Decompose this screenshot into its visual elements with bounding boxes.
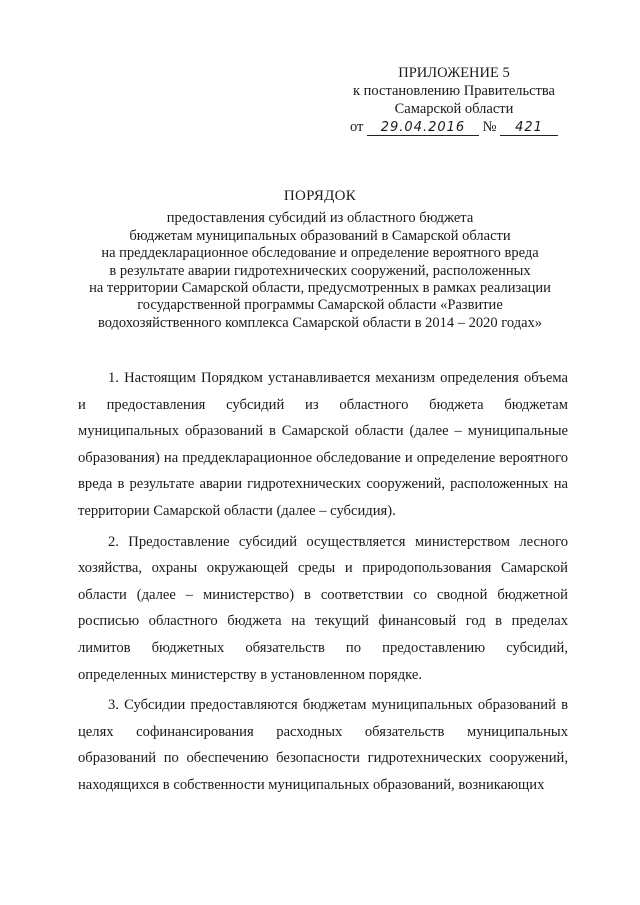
title-line: бюджетам муниципальных образований в Самарской области	[129, 227, 511, 244]
paragraph-3: 3. Субсидии предоставляются бюджетам муниципальных образований в целях софинансирования расходных обязательств муниципальных образований по обеспечению безопасности гидротехнических сооружений, находящихся в собственности муниципальных образований, возникающих	[78, 697, 568, 793]
handwritten-number: 421	[500, 120, 558, 136]
title-heading: ПОРЯДОК	[283, 188, 357, 204]
handwritten-date: 29.04.2016	[367, 120, 479, 136]
appendix-number: ПРИЛОЖЕНИЕ 5	[398, 65, 510, 81]
appendix-header	[340, 64, 568, 136]
document-title	[60, 188, 580, 332]
paragraph-1: 1. Настоящим Порядком устанавливается механизм определения объема и предоставления субсидий из областного бюджета бюджетам муниципальных образований в Самарской области (далее – муниципальные образования) на преддекларационное обследование и определение вероятного вреда в результате аварии гидротехнических сооружений, расположенных на территории Самарской области (далее – субсидия).	[78, 370, 568, 519]
from-label: от	[349, 119, 364, 135]
title-line: на преддекларационное обследование и определение вероятного вреда	[101, 245, 539, 262]
document-body	[78, 365, 568, 799]
number-label: №	[482, 119, 497, 135]
title-line: предоставления субсидий из областного бюджета	[166, 210, 474, 227]
title-line: в результате аварии гидротехнических сооружений, расположенных	[109, 262, 531, 279]
title-line: государственной программы Самарской области «Развитие	[137, 297, 503, 314]
appendix-region: Самарской области	[394, 101, 514, 117]
paragraph-2: 2. Предоставление субсидий осуществляется министерством лесного хозяйства, охраны окружающей среды и природопользования Самарской области (далее – министерство) в соответствии со сводной бюджетной росписью областного бюджета на текущий финансовый год в пределах лимитов бюджетных обязательств по предоставлению субсидий, определенных министерству в установленном порядке.	[78, 533, 568, 683]
appendix-date-number	[340, 118, 568, 136]
appendix-resolution: к постановлению Правительства	[353, 83, 555, 99]
title-line: на территории Самарской области, предусмотренных в рамках реализации	[89, 280, 551, 297]
title-line: водохозяйственного комплекса Самарской области в 2014 – 2020 годах»	[97, 314, 543, 331]
